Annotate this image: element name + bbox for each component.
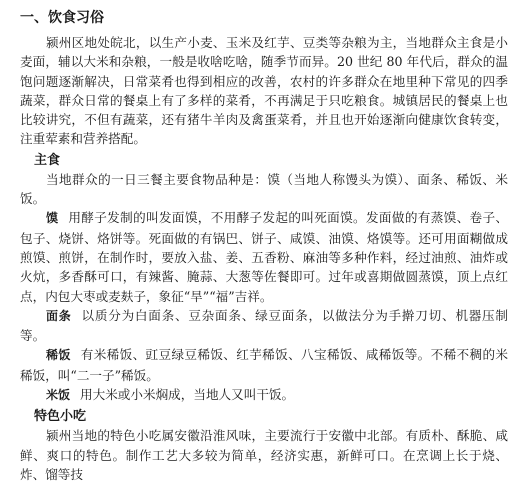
term-label: 面条 [46, 308, 72, 323]
section-title: 一、饮食习俗 [20, 10, 104, 26]
term-text: 以质分为白面条、豆杂面条、绿豆面条，以做法分为手擀刀切、机器压制等。 [20, 307, 508, 344]
staple-summary: 当地群众的一日三餐主要食物品种是：馍（当地人称馒头为馍）、面条、稀饭、米饭。 [20, 171, 508, 207]
term-text: 用大米或小米焖成，当地人又叫干饭。 [80, 387, 295, 403]
snacks-paragraph: 颍州当地的特色小吃属安徽沿淮风味，主要流行于安徽中北部。有质朴、酥脆、咸鲜、爽口的特色。制作工艺大多较为简单，经济实惠，新鲜可口。在烹调上长于烧、炸、馏等技 [20, 428, 508, 482]
snacks-heading: 特色小吃 [34, 409, 87, 425]
staple-heading: 主食 [34, 152, 61, 168]
term-label: 馍 [46, 211, 59, 226]
staple-item-rice [20, 385, 508, 405]
intro-paragraph: 颍州区地处皖北，以生产小麦、玉米及红芋、豆类等杂粮为主，当地群众主食是小麦面，辅以大米和杂粮，一般是收啥吃啥，随季节而异。20 世纪 80 年代后，群众的温饱问题逐渐解决，日常菜肴也得到相应的改善，农村的许多群众在地里种下常见的四季蔬菜，群众日常的餐桌上有了多样的菜肴，不再满足于只吃粮食。城镇居民的餐桌上也比较讲究，不但有蔬菜，还有猪牛羊肉及禽蛋菜肴，并且也开始逐渐向健康饮食转变，注重荤素和营养搭配。 [20, 35, 508, 147]
term-label: 稀饭 [46, 348, 71, 363]
term-text: 用酵子发制的叫发面馍，不用酵子发起的叫死面馍。发面做的有蒸馍、卷子、包子、烧饼、烙饼等。死面做的有锅巴、饼子、咸馍、油馍、烙馍等。还可用面糊做成煎馍、煎饼，在制作时，要放入盐、姜、五香粉、麻油等多种作料，经过油煎、油炸或火炕，多香酥可口，有辣酱、腌蒜、大葱等佐餐即可。过年或喜期做圆蒸馍，顶上点红点，内包大枣或麦麸子，象征“旱”“福”吉祥。 [20, 210, 508, 304]
staple-item-porridge [20, 345, 508, 385]
term-text: 有米稀饭、豇豆绿豆稀饭、红芋稀饭、八宝稀饭、咸稀饭等。不稀不稠的米稀饭，叫“二一子”稀饭。 [20, 347, 508, 383]
staple-item-mo [20, 208, 508, 305]
staple-item-noodles [20, 306, 508, 346]
term-label: 米饭 [46, 388, 71, 403]
